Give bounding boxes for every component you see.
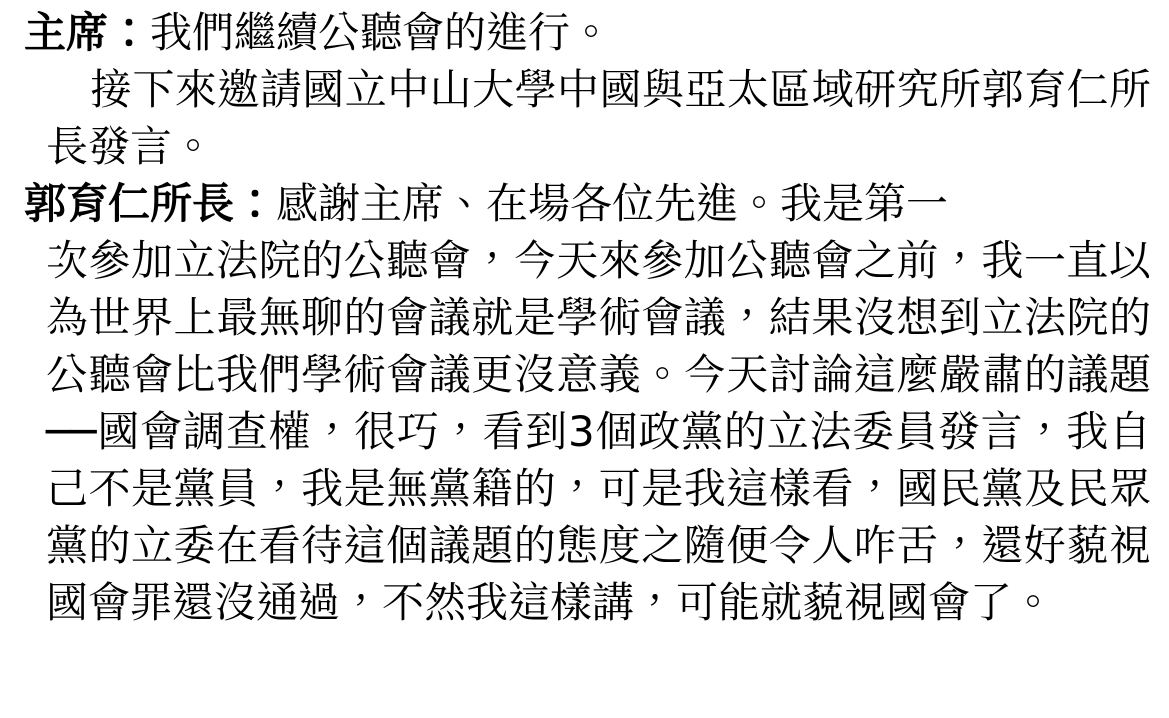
speaker-label-guo: 郭育仁所長： xyxy=(24,179,277,228)
paragraph-guo-yuren-statement xyxy=(24,175,1151,631)
chair-statement-first-line xyxy=(24,4,1151,61)
guo-statement-lead: 感謝主席、在場各位先進。我是第一 xyxy=(276,179,949,228)
speaker-label-chair: 主席： xyxy=(24,8,151,57)
guo-statement-body: 次參加立法院的公聽會，今天來參加公聽會之前，我一直以為世界上最無聊的會議就是學術會議，結果沒想到立法院的公聽會比我們學術會議更沒意義。今天討論這麼嚴肅的議題──國會調查權，很巧，看到3個政黨的立法委員發言，我自己不是黨員，我是無黨籍的，可是我這樣看，國民黨及民眾黨的立委在看待這個議題的態度之隨便令人咋舌，還好藐視國會罪還沒通過，不然我這樣講，可能就藐視國會了。 xyxy=(46,236,1151,627)
guo-statement-first-line xyxy=(24,175,1151,232)
chair-statement-body: 接下來邀請國立中山大學中國與亞太區域研究所郭育仁所長發言。 xyxy=(46,65,1151,171)
paragraph-chair-statement xyxy=(24,4,1151,175)
chair-statement-lead: 我們繼續公聽會的進行。 xyxy=(150,8,613,57)
